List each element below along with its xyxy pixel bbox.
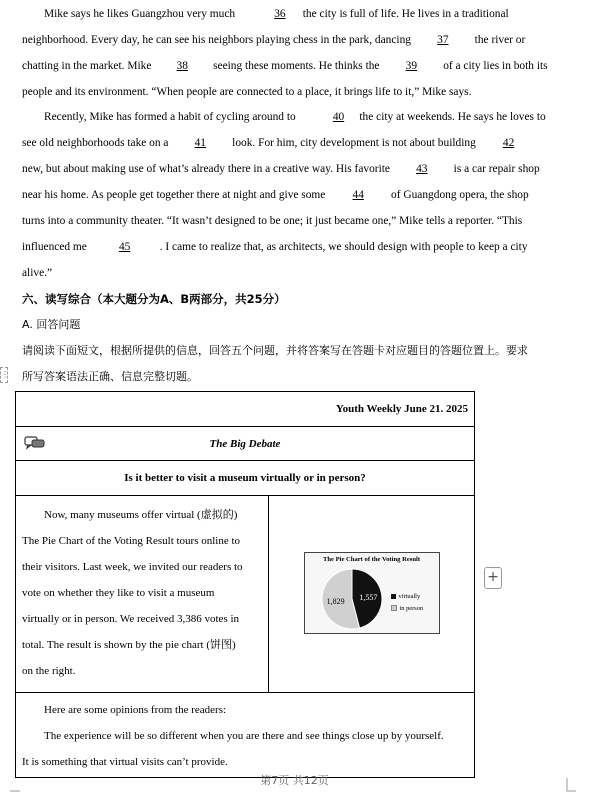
pie-data-label: 1,557 [358,592,377,602]
text: Recently, Mike has formed a habit of cycling around to [44,111,299,123]
para2-line4 [22,182,562,208]
margin-marker-icon[interactable]: ⋮ [0,367,8,383]
page-footer: 第7页 共12页 [260,774,329,787]
blank-42[interactable]: 42 [502,137,515,149]
part-a-label: A. 回答问题 [22,318,81,331]
text: look. For him, city development is not about building [229,137,479,149]
article-title: The Big Debate [209,437,281,450]
text: neighborhood. Every day, he can see his neighbors playing chess in the park, dancing [22,34,414,46]
para2-line7: alive.” [22,267,53,279]
blank-41[interactable]: 41 [194,137,206,149]
opinion-1-line1: The experience will be so different when you are there and see things close up by yourself. [44,730,444,742]
blank-38[interactable]: 38 [176,60,188,72]
text: seeing these moments. He thinks the [210,60,383,72]
text: influenced me [22,241,90,253]
debate-question: Is it better to visit a museum virtually or in person? [16,461,475,496]
text: of Guangdong opera, the shop [388,189,529,201]
blank-39[interactable]: 39 [405,60,418,72]
instruction-line1: 请阅读下面短文，根据所提供的信息，回答五个问题，并将答案写在答题卡对应题目的答题位置上。要求 [22,344,528,357]
legend-label: in person [399,604,424,612]
intro-line: total. The result is shown by the pie chart (饼图) [22,639,236,651]
opinions-intro: Here are some opinions from the readers: [44,704,227,716]
chart-title: The Pie Chart of the Voting Result [322,555,421,563]
para2-line6 [22,234,562,260]
blank-45[interactable]: 45 [118,241,131,253]
para1-line3 [22,53,562,79]
opinions-section [16,693,475,778]
para2-line3 [22,156,562,182]
legend-label: virtually [398,592,421,600]
blank-36[interactable]: 36 [274,8,286,20]
article-title-cell [16,427,475,461]
opinion-1-line2: It is something that virtual visits can’t provide. [22,756,228,768]
plus-icon[interactable]: + [484,567,502,589]
text: . I came to realize that, as architects, we should design with people to keep a city [159,241,528,253]
text: see old neighborhoods take on a [22,137,172,149]
speech-bubbles-icon [24,436,46,450]
text: chatting in the market. Mike [22,60,155,72]
text: Mike says he likes Guangzhou very much [44,8,238,20]
pie-data-label: 1,829 [326,596,345,606]
intro-text [16,496,269,693]
chart-cell [269,496,475,693]
blank-37[interactable]: 37 [437,34,449,46]
instruction-line2: 所写答案语法正确、信息完整切题。 [22,370,198,383]
legend-virtually [391,593,421,600]
legend-swatch [391,605,397,611]
text: the city at weekends. He says he loves to [356,111,546,123]
text: the city is full of life. He lives in a traditional [299,8,509,20]
para2-line2 [22,130,562,156]
text: the river or [471,34,526,46]
intro-line: on the right. [22,665,76,677]
para2-line1 [22,104,562,130]
para1-line1 [22,1,562,27]
text: of a city lies in both its [440,60,548,72]
legend-in-person [391,605,424,612]
section-heading: 六、读写综合（本大题分为A、B两部分，共25分） [22,292,286,306]
text: new, but about making use of what’s already there in a creative way. His favorite [22,163,393,175]
pie-chart [304,552,440,634]
blank-44[interactable]: 44 [352,189,364,201]
intro-line: The Pie Chart of the Voting Result tours online to [22,535,241,547]
intro-line: their visitors. Last week, we invited our readers to [22,561,243,573]
date-line: Youth Weekly June 21. 2025 [16,392,475,427]
blank-40[interactable]: 40 [332,111,345,123]
text: is a car repair shop [450,163,540,175]
text: near his home. As people get together there at night and give some [22,189,329,201]
intro-line: Now, many museums offer virtual (虚拟的) [44,509,238,521]
para2-line5: turns into a community theater. “It wasn’t designed to be one; it just became one,” Mike tells a reporter. “This [22,215,523,227]
intro-line: virtually or in person. We received 3,386 votes in [22,613,240,625]
blank-43[interactable]: 43 [416,163,428,175]
intro-line: vote on whether they like to visit a museum [22,587,215,599]
para1-line2 [22,27,562,53]
article-box [15,391,475,778]
para1-line4: people and its environment. “When people are connected to a place, it brings life to it,” Mike says. [22,86,472,98]
legend-swatch [391,594,396,599]
